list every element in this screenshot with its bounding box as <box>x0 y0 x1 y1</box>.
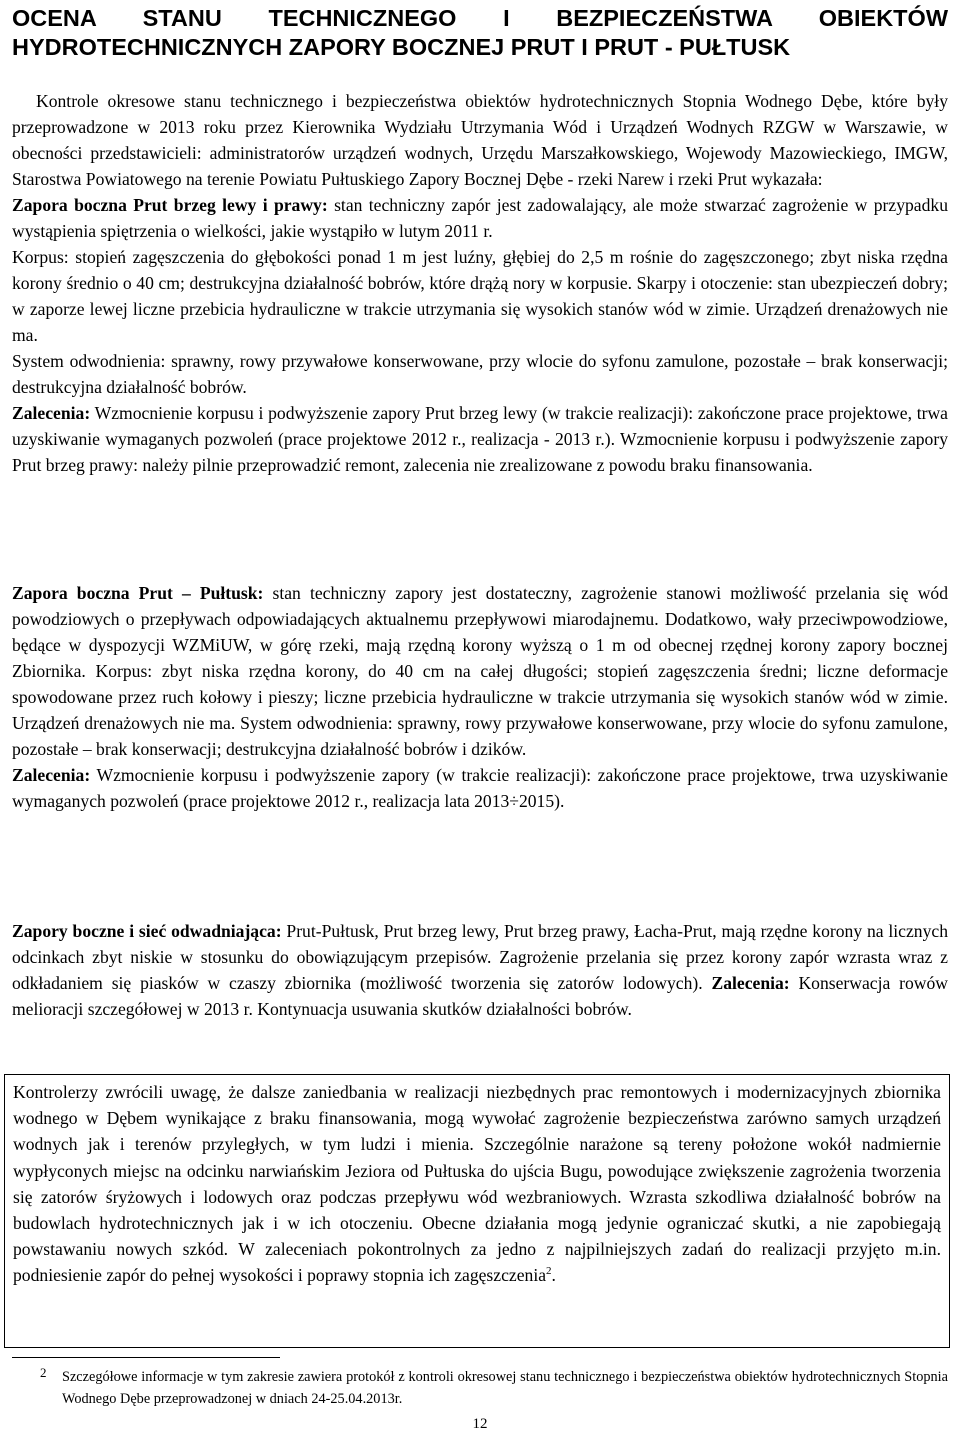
section2-text: stan techniczny zapory jest dostateczny, zagrożenie stanowi możliwość przelania się wód powodziowych o przepływach odpowiadających aktualnemu przepływowi miarodajnemu. Dodatkowo, wały przeciwpowodziowe, będące w dyspozycji WZMiUW, w górę rzeki, mają rzędną korony wyższą o 1 m od obecnej rzędnej korony zapory bocznej Zbiornika. Korpus: zbyt niska rzędna korony, do 40 cm na całej długości; stopień zagęszczenia średni; liczne deformacje spowodowane przez ruch kołowy i pieszy; liczne przebicia hydrauliczne w trakcie utrzymania się wysokich stanów wód w zimie. Urządzeń drenażowych nie ma. System odwodnienia: sprawny, rowy przywałowe konserwowane, przy wlocie do syfonu zamulone, pozostałe – brak konserwacji; destrukcyjna działalność bobrów i dzików. <box>12 583 948 759</box>
document-title: OCENA STANU TECHNICZNEGO I BEZPIECZEŃSTWA OBIEKTÓW HYDROTECHNICZNYCH ZAPORY BOCZNEJ PRUT I PRUT - PUŁTUSK <box>12 5 948 60</box>
section3-heading: Zapory boczne i sieć odwadniająca: <box>12 921 282 941</box>
section1-text: stan techniczny zapór jest zadowalający, ale może stwarzać zagrożenie w przypadku wystąpienia spiętrzenia o wielkości, jakie wystąpiło w lutym 2011 r. <box>12 195 948 241</box>
intro-text: Kontrole okresowe stanu technicznego i bezpieczeństwa obiektów hydrotechnicznych Stopnia Wodnego Dębe, które były przeprowadzone w 2013 roku przez Kierownika Wydziału Utrzymania Wód i Urządzeń Wodnych RZGW w Warszawie, w obecności przedstawicieli: administratorów urządzeń wodnych, Urzędu Marszałkowskiego, Wojewody Mazowieckiego, IMGW, Starostwa Powiatowego na terenie Powiatu Pułtuskiego Zapory Bocznej Dębe - rzeki Narew i rzeki Prut wykazała: <box>12 91 948 189</box>
section3-paragraph <box>12 918 948 1022</box>
section1-recommendation <box>12 400 948 478</box>
section-zapory-boczne <box>12 918 948 1022</box>
section1-korpus: Korpus: stopień zagęszczenia do głębokości ponad 1 m jest luźny, głębiej do 2,5 m rośnie do zagęszczonego; zbyt niska rzędna korony średnio o 40 cm; destrukcyjna działalność bobrów, które drążą nory w korpusie. <box>12 247 948 293</box>
section3-rec-label: Zalecenia: <box>711 973 790 993</box>
boxed-note-text <box>13 1079 941 1289</box>
footnote-separator <box>12 1357 280 1358</box>
footnote <box>12 1366 948 1410</box>
section1-system-paragraph <box>12 348 948 400</box>
section2-recommendation <box>12 762 948 814</box>
page-number: 12 <box>472 1416 488 1432</box>
section1-skarpy: Skarpy i otoczenie: stan ubezpieczeń dobry; w zaporze lewej liczne przebicia hydrauliczne w trakcie utrzymania się wysokich stanów wód w zimie. Urządzeń drenażowych nie ma. <box>12 273 949 345</box>
section-prut-brzeg <box>12 88 948 478</box>
section2-heading: Zapora boczna Prut – Pułtusk: <box>12 583 264 603</box>
section2-paragraph <box>12 580 948 762</box>
section1-paragraph <box>12 192 948 244</box>
footnote-mark: 2 <box>40 1365 47 1380</box>
section1-korpus-paragraph <box>12 244 948 348</box>
section2-rec-text: Wzmocnienie korpusu i podwyższenie zapory (w trakcie realizacji): zakończone prace projektowe, trwa uzyskiwanie wymaganych pozwoleń (prace projektowe 2012 r., realizacja lata 2013÷2015). <box>12 765 948 811</box>
boxed-note-end: . <box>551 1265 556 1286</box>
section1-system: System odwodnienia: sprawny, rowy przywałowe konserwowane, przy wlocie do syfonu zamulone, pozostałe – brak konserwacji; destrukcyjna działalność bobrów. <box>12 351 948 397</box>
section-prut-pultusk <box>12 580 948 814</box>
section3-text: Prut-Pułtusk, Prut brzeg lewy, Prut brzeg prawy, Łacha-Prut, mają rzędne korony na licznych odcinkach zbyt niskie w stosunku do obowiązującym przepisów. Zagrożenie przelania się przez korony zapór wzrasta wraz z odkładaniem się piasków w czaszy zbiornika (możliwość tworzenia się zatorów lodowych). <box>12 921 948 993</box>
intro-paragraph <box>12 88 948 192</box>
boxed-note <box>4 1074 950 1348</box>
boxed-note-body: Kontrolerzy zwrócili uwagę, że dalsze zaniedbania w realizacji niezbędnych prac remontowych i modernizacyjnych zbiornika wodnego w Dębem wynikające z braku finansowania, mogą wywołać zagrożenie bezpieczeństwa zarówno samych urządzeń wodnych jak i terenów przyległych, w tym ludzi i mienia. Szczególnie narażone są tereny położone wokół nadmiernie wypłyconych miejsc na odcinku narwiańskim Jeziora od Pułtuska do ujścia Bugu, powodujące zwiększenie zagrożenia tworzenia się zatorów śryżowych i lodowych oraz podczas przepływu wód wezbraniowych. Wzrasta szkodliwa działalność bobrów na budowlach hydrotechnicznych jak i w ich otoczeniu. Obecne działania mogą jedynie ograniczać skutki, a nie zapobiegają powstawaniu nowych szkód. W zaleceniach pokontrolnych za jedno z najpilniejszych zadań do realizacji przyjęto m.in. podniesienie zapór do pełnej wysokości i poprawy stopnia ich zagęszczenia <box>13 1082 941 1286</box>
section2-rec-label: Zalecenia: <box>12 765 91 785</box>
footnote-text: Szczegółowe informacje w tym zakresie zawiera protokół z kontroli okresowej stanu technicznego i bezpieczeństwa obiektów hydrotechnicznych Stopnia Wodnego Dębe przeprowadzonej w dniach 24-25.04.2013r. <box>62 1369 948 1407</box>
section1-rec-label: Zalecenia: <box>12 403 91 423</box>
section1-rec-text: Wzmocnienie korpusu i podwyższenie zapory Prut brzeg lewy (w trakcie realizacji): zakończone prace projektowe, trwa uzyskiwanie wymaganych pozwoleń (prace projektowe 2012 r., realizacja - 2013 r.). Wzmocnienie korpusu i podwyższenie zapory Prut brzeg prawy: należy pilnie przeprowadzić remont, zalecenia nie zrealizowane z powodu braku finansowania. <box>12 403 948 475</box>
section1-heading: Zapora boczna Prut brzeg lewy i prawy: <box>12 195 328 215</box>
footnote-reference[interactable]: 2 <box>546 1265 552 1278</box>
section3-rec-text: Konserwacja rowów melioracji szczegółowej w 2013 r. Kontynuacja usuwania skutków działalności bobrów. <box>12 973 949 1019</box>
